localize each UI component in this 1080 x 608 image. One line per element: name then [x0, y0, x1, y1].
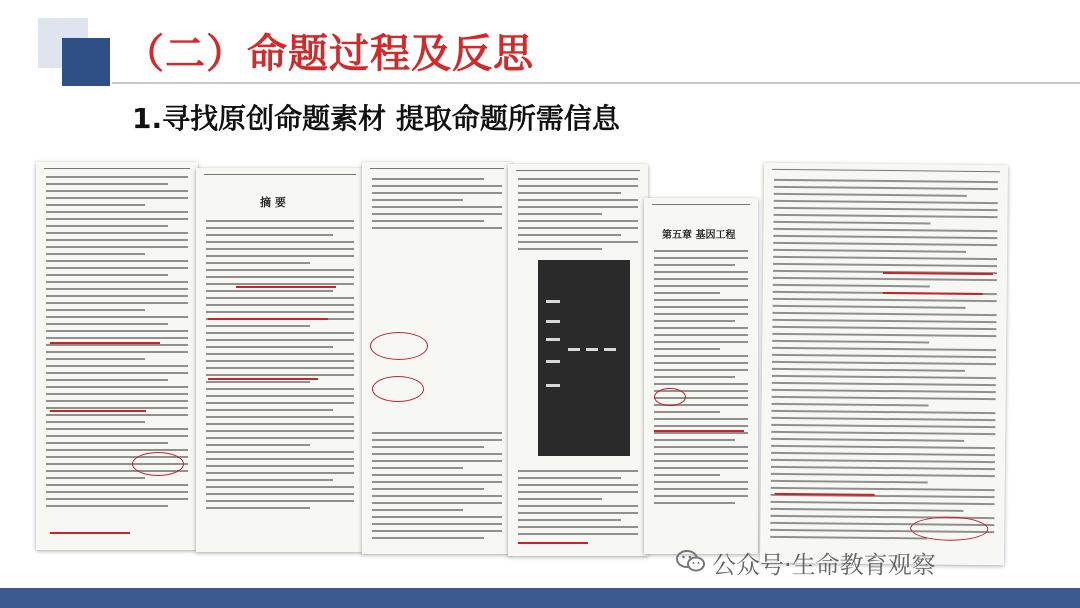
red-annotation-line — [518, 542, 588, 544]
red-annotation-line — [50, 342, 160, 344]
red-annotation-line — [236, 286, 336, 288]
red-annotation-line — [208, 318, 328, 320]
red-annotation-circle — [372, 376, 424, 402]
decor-square-dark — [62, 38, 110, 86]
document-page-6 — [760, 163, 1008, 566]
footer-bar — [0, 588, 1080, 608]
red-annotation-circle — [370, 332, 428, 360]
title-divider — [112, 82, 1080, 84]
watermark-text: 公众号·生命教育观察 — [712, 551, 936, 579]
red-annotation-line — [654, 430, 744, 432]
wechat-icon — [676, 548, 706, 574]
abstract-heading: 摘 要 — [260, 196, 286, 209]
slide-title: （二）命题过程及反思 — [124, 31, 534, 77]
red-annotation-line — [50, 532, 130, 534]
document-page-1 — [36, 162, 198, 550]
document-page-3 — [362, 162, 512, 554]
red-annotation-line — [208, 378, 318, 380]
slide-subtitle: 1.寻找原创命题素材 提取命题所需信息 — [132, 102, 620, 135]
red-annotation-line — [50, 410, 146, 412]
document-page-5 — [644, 198, 758, 554]
red-annotation-circle — [132, 452, 184, 476]
gel-electrophoresis-image — [538, 260, 630, 456]
document-page-4 — [508, 164, 648, 556]
document-page-2 — [196, 168, 364, 552]
chapter-heading: 第五章 基因工程 — [662, 230, 736, 241]
red-annotation-circle — [654, 388, 686, 406]
